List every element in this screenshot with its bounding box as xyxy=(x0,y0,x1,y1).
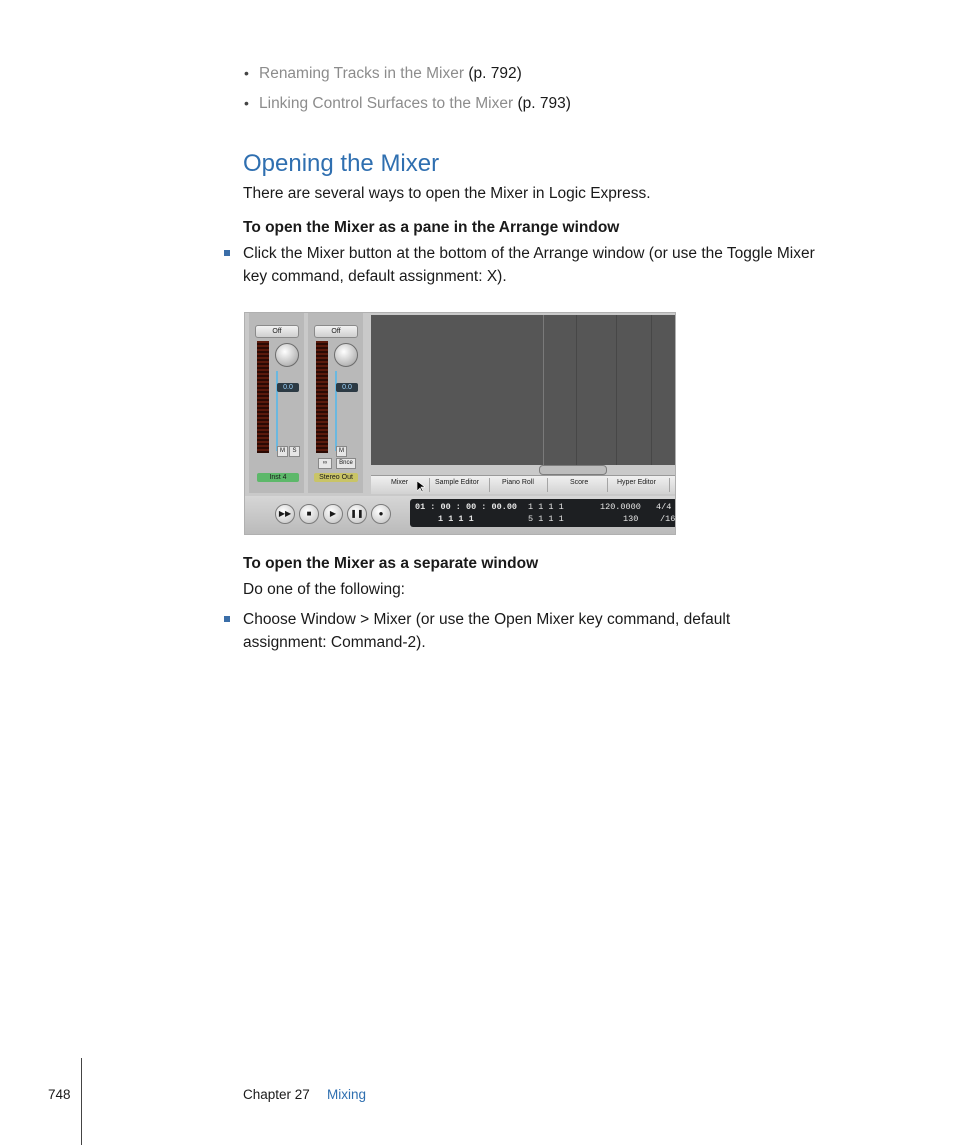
time-signature: 4/4 xyxy=(656,502,672,512)
link-button[interactable]: ∞ xyxy=(318,458,332,469)
solo-button[interactable]: S xyxy=(289,446,300,457)
locator-right: 5 1 1 1 xyxy=(528,514,564,524)
tab-sample-editor[interactable]: Sample Editor xyxy=(435,479,479,486)
pause-icon[interactable]: ❚❚ xyxy=(347,504,367,524)
track-name-chip[interactable]: Stereo Out xyxy=(314,473,358,482)
record-icon[interactable]: ● xyxy=(371,504,391,524)
level-meter xyxy=(316,341,328,453)
tab-hyper-editor[interactable]: Hyper Editor xyxy=(617,479,656,486)
division: /16 xyxy=(660,514,676,524)
step-text: key command, default assignment: X). xyxy=(243,268,507,285)
fader-value: 0.0 xyxy=(336,383,358,392)
mouse-cursor-icon xyxy=(417,481,425,493)
locator-left: 1 1 1 1 xyxy=(528,502,564,512)
channel-strip xyxy=(249,313,304,493)
horizontal-scrollbar[interactable] xyxy=(539,465,607,475)
pan-knob[interactable] xyxy=(275,343,299,367)
transport-bar xyxy=(245,496,676,535)
step-text: Click the Mixer button at the bottom of the Arrange window (or use the Toggle Mixer xyxy=(243,245,815,262)
intro-text: There are several ways to open the Mixer in Logic Express. xyxy=(243,185,651,202)
fader-value: 0.0 xyxy=(277,383,299,392)
tab-mixer[interactable]: Mixer xyxy=(391,479,409,486)
mute-button[interactable]: M xyxy=(277,446,288,457)
fast-forward-icon[interactable]: ▶▶ xyxy=(275,504,295,524)
page-number: 748 xyxy=(48,1087,71,1102)
play-icon[interactable]: ▶ xyxy=(323,504,343,524)
footer-chapter: Chapter 27 xyxy=(243,1087,310,1102)
insert-off-button[interactable]: Off xyxy=(314,325,358,338)
stop-icon[interactable]: ■ xyxy=(299,504,319,524)
xref-link[interactable]: Linking Control Surfaces to the Mixer xyxy=(259,95,514,112)
section-title: Opening the Mixer xyxy=(243,150,440,177)
smpte-position: 01 : 00 : 00 : 00.00 xyxy=(415,502,518,512)
bullet-item xyxy=(259,62,522,85)
page-ref: (p. 793) xyxy=(513,95,571,112)
step-text: Choose Window > Mixer (or use the Open Mixer key command, default xyxy=(243,611,731,628)
page-ref: (p. 792) xyxy=(464,65,522,82)
square-bullet-icon xyxy=(224,250,230,256)
transport-display xyxy=(410,499,676,527)
bar-position: 1 1 1 1 xyxy=(438,514,474,524)
task-subtext: Do one of the following: xyxy=(243,581,405,598)
bullet-item xyxy=(259,92,571,115)
insert-off-button[interactable]: Off xyxy=(255,325,299,338)
tab-piano-roll[interactable]: Piano Roll xyxy=(502,479,534,486)
square-bullet-icon xyxy=(224,616,230,622)
task-heading: To open the Mixer as a pane in the Arrange window xyxy=(243,219,620,236)
arrange-window-screenshot xyxy=(244,312,676,535)
pan-knob[interactable] xyxy=(334,343,358,367)
channel-strip xyxy=(308,313,363,493)
editor-tab-bar xyxy=(371,475,676,494)
level-meter xyxy=(257,341,269,453)
tempo-secondary: 130 xyxy=(623,514,639,524)
task-heading: To open the Mixer as a separate window xyxy=(243,555,539,572)
bullet-dot: • xyxy=(244,65,249,81)
bounce-button[interactable]: Bnce xyxy=(336,458,356,469)
tab-score[interactable]: Score xyxy=(570,479,589,486)
xref-link[interactable]: Renaming Tracks in the Mixer xyxy=(259,65,465,82)
footer-divider xyxy=(81,1058,82,1145)
tempo-value: 120.0000 xyxy=(600,502,641,512)
bullet-dot: • xyxy=(244,95,249,111)
track-name-chip[interactable]: Inst 4 xyxy=(257,473,299,482)
footer-chapter-name: Mixing xyxy=(327,1087,367,1102)
step-text: assignment: Command-2). xyxy=(243,634,426,651)
mute-button[interactable]: M xyxy=(336,446,347,457)
arrange-area xyxy=(371,315,676,465)
